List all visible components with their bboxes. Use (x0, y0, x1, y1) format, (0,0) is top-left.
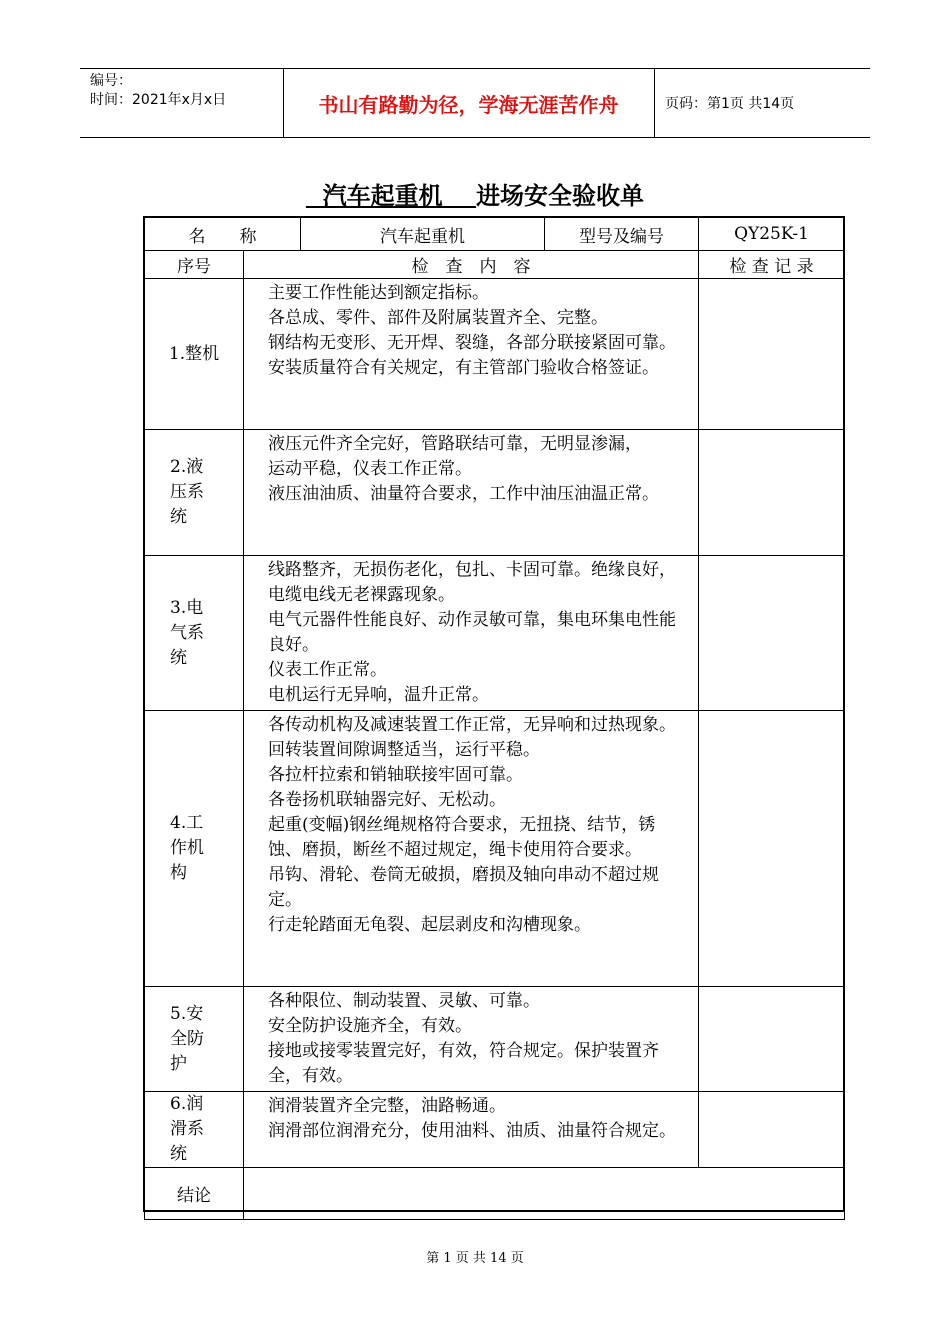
section-items (244, 987, 699, 1092)
table-row (145, 711, 845, 987)
column-header-row (145, 251, 845, 279)
list-item: 各传动机构及减速装置工作正常，无异响和过热现象。 (268, 715, 676, 735)
document-header (80, 68, 870, 138)
col-record: 检 查 记 录 (699, 251, 845, 279)
section-items (244, 279, 699, 430)
code-label: 编号： (90, 73, 132, 89)
list-item: 安全防护设施齐全，有效。 (268, 1016, 472, 1036)
list-item: 起重(变幅)钢丝绳规格符合要求，无扭挠、结节，锈蚀、磨损，断丝不超过规定，绳卡使用符合要求。 (268, 815, 656, 860)
motto: 书山有路勤为径，学海无涯苦作舟 (283, 69, 655, 137)
section-items (244, 711, 699, 987)
list-item: 运动平稳，仪表工作正常。 (268, 459, 472, 479)
list-item: 液压元件齐全完好，管路联结可靠，无明显渗漏， (268, 434, 642, 454)
record-cell[interactable] (699, 430, 845, 556)
record-cell[interactable] (699, 987, 845, 1092)
name-label: 名 称 (145, 218, 301, 251)
record-cell[interactable] (699, 556, 845, 711)
list-item: 润滑部位润滑充分，使用油料、油质、油量符合规定。 (268, 1121, 676, 1141)
section-items (244, 430, 699, 556)
time-label: 时间：2021年x月x日 (90, 92, 227, 108)
conclusion-label: 结论 (145, 1168, 244, 1220)
list-item: 线路整齐，无损伤老化，包扎、卡固可靠。绝缘良好，电缆电线无老裸露现象。 (268, 560, 676, 605)
section-no: 6.润滑系统 (145, 1092, 244, 1168)
title-rest: 进场安全验收单 (476, 182, 645, 210)
table-row (145, 279, 845, 430)
conclusion-row (145, 1168, 845, 1220)
list-item: 钢结构无变形、无开焊、裂缝，各部分联接紧固可靠。 (268, 333, 676, 353)
list-item: 各种限位、制动装置、灵敏、可靠。 (268, 991, 540, 1011)
record-cell[interactable] (699, 711, 845, 987)
table-row (145, 1092, 845, 1168)
record-cell[interactable] (699, 279, 845, 430)
list-item: 接地或接零装置完好，有效，符合规定。保护装置齐全，有效。 (268, 1041, 659, 1086)
list-item: 主要工作性能达到额定指标。 (268, 283, 489, 303)
list-item: 各总成、零件、部件及附属装置齐全、完整。 (268, 308, 608, 328)
section-no: 1.整机 (145, 279, 244, 430)
list-item: 润滑装置齐全完整，油路畅通。 (268, 1096, 506, 1116)
list-item: 安装质量符合有关规定，有主管部门验收合格签证。 (268, 358, 659, 378)
list-item: 回转装置间隙调整适当，运行平稳。 (268, 740, 540, 760)
name-value: 汽车起重机 (301, 218, 545, 251)
page-title (0, 176, 950, 211)
list-item: 各拉杆拉索和销轴联接牢固可靠。 (268, 765, 523, 785)
section-items (244, 1092, 699, 1168)
list-item: 行走轮踏面无龟裂、起层剥皮和沟槽现象。 (268, 915, 591, 935)
list-item: 吊钩、滑轮、卷筒无破损，磨损及轴向串动不超过规定。 (268, 865, 659, 910)
inspection-table (144, 217, 845, 1220)
page-info: 页码：第1页 共14页 (665, 96, 795, 112)
header-info (80, 69, 284, 137)
page-footer: 第 1 页 共 14 页 (426, 1251, 524, 1266)
col-content: 检 查 内 容 (244, 251, 699, 279)
list-item: 仪表工作正常。 (268, 660, 387, 680)
section-no: 4.工作机构 (145, 711, 244, 987)
name-row (145, 218, 845, 251)
col-no: 序号 (145, 251, 244, 279)
conclusion-field[interactable] (244, 1168, 845, 1220)
list-item: 各卷扬机联轴器完好、无松动。 (268, 790, 506, 810)
title-machine: 汽车起重机 (305, 182, 477, 210)
section-no: 3.电气系统 (145, 556, 244, 711)
table-row (145, 430, 845, 556)
section-no: 2.液压系统 (145, 430, 244, 556)
section-no: 5.安全防护 (145, 987, 244, 1092)
record-cell[interactable] (699, 1092, 845, 1168)
list-item: 电机运行无异响，温升正常。 (268, 685, 489, 705)
section-items (244, 556, 699, 711)
table-row (145, 556, 845, 711)
model-label: 型号及编号 (545, 218, 699, 251)
table-row (145, 987, 845, 1092)
model-value: QY25K-1 (699, 218, 845, 251)
list-item: 电气元器件性能良好、动作灵敏可靠，集电环集电性能良好。 (268, 610, 676, 655)
list-item: 液压油油质、油量符合要求，工作中油压油温正常。 (268, 484, 659, 504)
